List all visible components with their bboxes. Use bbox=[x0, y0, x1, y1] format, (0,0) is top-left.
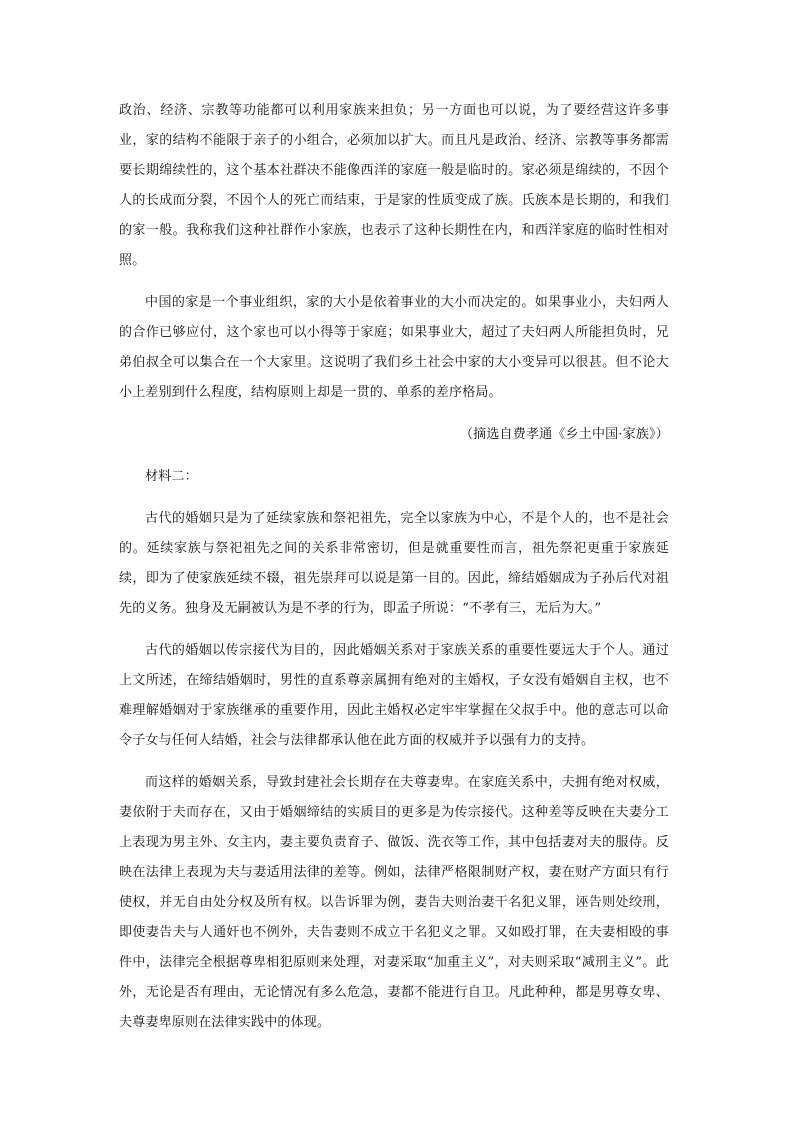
material1-paragraph-continued: 政治、经济、宗教等功能都可以利用家族来担负；另一方面也可以说，为了要经营这许多事业，家的结构不能限于亲子的小组合，必须加以扩大。而且凡是政治、经济、宗教等事务都需要长期绵续性的，这个基本社群决不能像西洋的家庭一般是临时的。家必须是绵续的，不因个人的长成而分裂，不因个人的死亡而结束，于是家的性质变成了族。氏族本是长期的，和我们的家一般。我称我们这种社群作小家族，也表示了这种长期性在内，和西洋家庭的临时性相对照。 bbox=[119, 103, 669, 268]
material2-heading: 材料二： bbox=[145, 469, 198, 484]
material2-paragraph-2: 古代的婚姻以传宗接代为目的，因此婚姻关系对于家族关系的重要性要远大于个人。通过上文所述，在缔结婚姻时，男性的直系尊亲属拥有绝对的主婚权，子女没有婚姻自主权，也不难理解婚姻对于家族继承的重要作用，因此主婚权必定牢牢掌握在父叔手中。他的意志可以命令子女与任何人结婚，社会与法律都承认他在此方面的权威并予以强有力的支持。 bbox=[119, 643, 669, 748]
document-page bbox=[119, 96, 669, 1038]
source-citation: （摘选自费孝通《乡土中国·家族》） bbox=[459, 427, 669, 442]
material1-paragraph-2: 中国的家是一个事业组织，家的大小是依着事业的大小而决定的。如果事业小，夫妇两人的合作已够应付，这个家也可以小得等于家庭；如果事业大，超过了夫妇两人所能担负时，兄弟伯叔全可以集合在一个大家里。这说明了我们乡土社会中家的大小变异可以很甚。但不论大小上差别到什么程度，结构原则上却是一贯的、单系的差序格局。 bbox=[119, 295, 669, 400]
material2-paragraph-1: 古代的婚姻只是为了延续家族和祭祀祖先，完全以家族为中心，不是个人的，也不是社会的。延续家族与祭祀祖先之间的关系非常密切，但是就重要性而言，祖先祭祀更重于家族延续，即为了使家族延续不辍，祖先崇拜可以说是第一目的。因此，缔结婚姻成为子孙后代对祖先的义务。独身及无嗣被认为是不孝的行为，即孟子所说：“不孝有三，无后为大。” bbox=[119, 511, 669, 616]
material2-paragraph-3: 而这样的婚姻关系，导致封建社会长期存在夫尊妻卑。在家庭关系中，夫拥有绝对权威，妻依附于夫而存在，又由于婚姻缔结的实质目的更多是为传宗接代。这种差等反映在夫妻分工上表现为男主外、女主内，妻主要负责育子、做饭、洗衣等工作，其中包括妻对夫的服侍。反映在法律上表现为夫与妻适用法律的差等。例如，法律严格限制财产权，妻在财产方面只有行使权，并无自由处分权及所有权。以告诉罪为例，妻告夫则治妻干名犯义罪，诬告则处绞刑，即使妻告夫与人通奸也不例外，夫告妻则不成立干名犯义之罪。又如殴打罪，在夫妻相殴的事件中，法律完全根据尊卑相犯原则来处理，对妻采取“加重主义”，对夫则采取“减刑主义”。此外，无论是否有理由，无论情况有多么危急，妻都不能进行自卫。凡此种种，都是男尊女卑、夫尊妻卑原则在法律实践中的体现。 bbox=[119, 775, 669, 1030]
